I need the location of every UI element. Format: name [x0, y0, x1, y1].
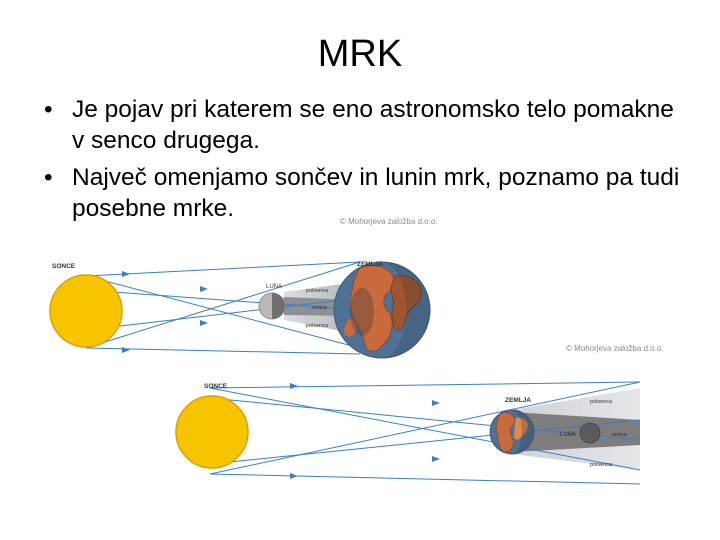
- penumbra-top-label: polsenca: [306, 288, 329, 294]
- umbra-label: senca: [312, 305, 327, 311]
- umbra-label-2: senca: [612, 432, 627, 438]
- bullet-text: Največ omenjamo sončev in lunin mrk, poznamo pa tudi posebne mrke.: [72, 164, 680, 222]
- sun-label-2: SONCE: [204, 383, 228, 390]
- bullet-item: [40, 94, 680, 156]
- solar-eclipse-figure: [50, 217, 438, 358]
- ray-arrowheads-2: [290, 383, 440, 479]
- lunar-eclipse-figure: [176, 344, 664, 484]
- penumbra-top-label-2: polsenca: [590, 399, 613, 405]
- slide-title: MRK: [317, 33, 403, 75]
- moon-shadow-side: [272, 293, 285, 319]
- ray-arrowheads: [122, 271, 208, 353]
- bullet-list: [40, 94, 680, 230]
- earth-icon: [490, 410, 534, 454]
- lunar-figure-copyright: © Mohorjeva založba d.o.o.: [566, 344, 664, 353]
- sun-icon: [50, 275, 122, 347]
- sun-icon: [176, 396, 248, 468]
- moon-label-2: LUNA: [560, 432, 577, 438]
- solar-figure-copyright: © Mohorjeva založba d.o.o.: [340, 217, 438, 226]
- moon-icon: [580, 423, 600, 443]
- penumbra-bottom-label: polsenca: [306, 323, 329, 329]
- bullet-item: [40, 162, 680, 224]
- earth-label-2: ZEMLJA: [505, 397, 531, 404]
- earth-label: ZEMLJA: [357, 261, 383, 268]
- moon-label: LUNA: [266, 284, 283, 290]
- bullet-marker: •: [44, 96, 53, 123]
- earth-icon: [334, 262, 430, 358]
- bullet-text: Je pojav pri katerem se eno astronomsko telo pomakne v senco drugega.: [72, 96, 674, 154]
- penumbra-bottom-label-2: polsenca: [590, 462, 613, 468]
- bullet-marker: •: [44, 164, 53, 191]
- sun-label: SONCE: [52, 263, 76, 270]
